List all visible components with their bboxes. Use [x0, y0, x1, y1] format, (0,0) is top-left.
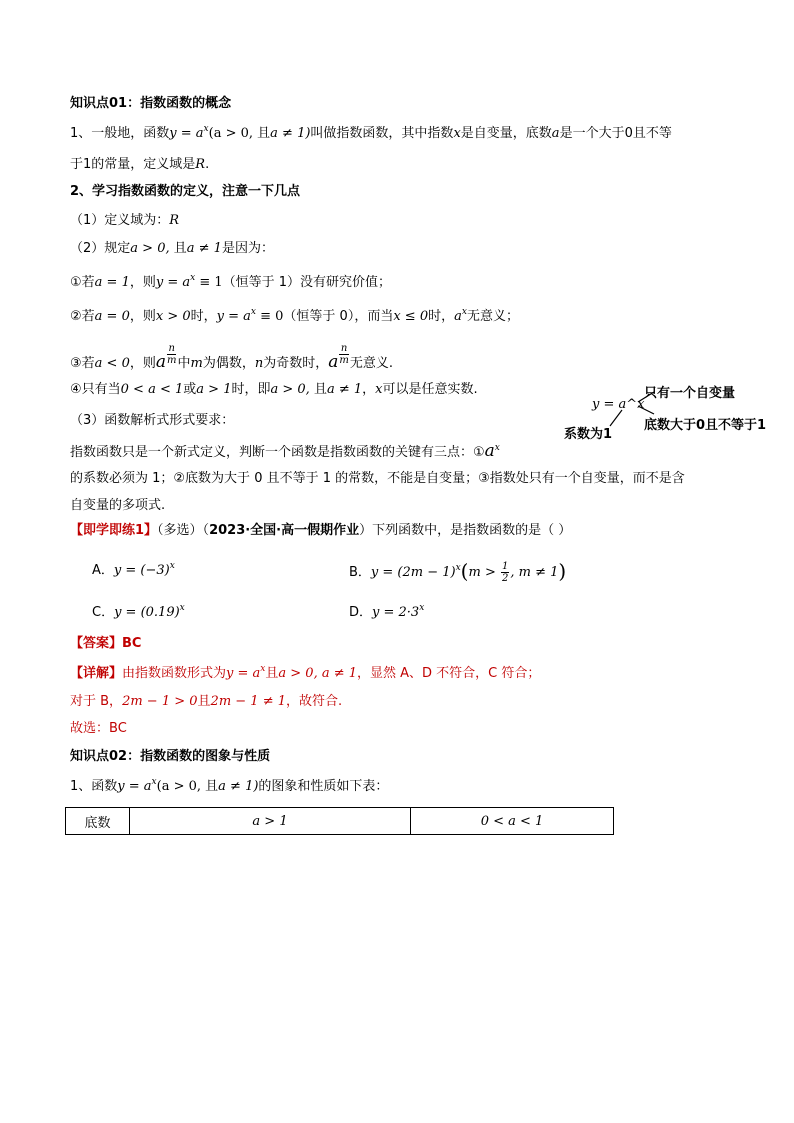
section-heading-concept: 知识点01：指数函数的概念: [70, 96, 232, 111]
case-valid-range: ④只有当0 < a < 1或a > 1时，即a > 0, 且a ≠ 1，x可以是任意实数.: [70, 382, 478, 397]
item-base-rule: （2）规定a > 0, 且a ≠ 1是因为：: [70, 241, 274, 256]
detail-line-1: 【详解】由指数函数形式为$y = a^x$且a > 0, a ≠ 1，显然 A、D 不符合，C 符合；: [70, 664, 541, 681]
key-points-line-2: 的系数必须为 1；②底数为大于 0 且不等于 1 的常数，不能是自变量；③指数处只有一个自变量，而不是含: [70, 471, 685, 486]
case-a-equals-1: ①若a = 1，则$y = a^x \equiv 1$（恒等于 1）没有研究价值；: [70, 273, 392, 290]
option-a: A．$y = (-3)^x$: [92, 561, 175, 578]
diagram-label-single-variable: 只有一个自变量: [644, 386, 736, 401]
key-points-line-1: 指数函数只是一个新式定义，判断一个函数是指数函数的关键有三点：$①a^x$: [70, 441, 500, 461]
option-b: B．$y = (2m - 1)^x(m$ > $\frac{1}{2}$ , m ≠ 1): [349, 559, 567, 584]
definition-line-1: 1、一般地，函数$y = a^x(a > 0$, 且a ≠ 1)叫做指数函数，其中指数x是自变量，底数a是一个大于0且不等: [70, 124, 672, 141]
detail-line-2: 对于 B，2m − 1 > 0且2m − 1 ≠ 1，故符合.: [70, 694, 343, 709]
table-header-a-gt-1: a > 1: [130, 808, 411, 835]
exercise-tag: 【即学即练1】: [70, 523, 158, 538]
conclusion-line: 故选：BC: [70, 721, 127, 736]
form-diagram: [560, 380, 790, 440]
item-domain: （1）定义域为：R: [70, 213, 180, 228]
subheading-notes: 2、学习指数函数的定义，注意一下几点: [70, 184, 301, 199]
section-heading-graph-properties: 知识点02：指数函数的图象与性质: [70, 749, 271, 764]
case-a-equals-0: ②若a = 0，则x > 0时，$y = a^x \equiv 0$（恒等于 0），而当x ≤ 0时，$a^x$无意义；: [70, 307, 519, 324]
option-d: D．$y = 2\cdot 3^x$: [349, 603, 425, 620]
diagram-label-coefficient: 系数为1: [564, 427, 613, 442]
answer-line: 【答案】BC: [70, 636, 142, 651]
properties-table: [65, 807, 614, 835]
table-header-base: 底数: [66, 808, 130, 835]
table-header-a-between-0-1: 0 < a < 1: [411, 808, 614, 835]
diagram-label-base-condition: 底数大于0且不等于1: [644, 418, 767, 433]
diagram-formula: y = a^x: [592, 397, 645, 412]
case-a-negative: ③若a < 0，则a $^{\frac{n}{m}}$ 中m为偶数，n为奇数时，a $^{\frac{n}{m}}$ 无意义.: [70, 343, 393, 372]
exercise-question: 【即学即练1】（多选）（2023·全国·高一假期作业）下列函数中，是指数函数的是（ ）: [70, 523, 572, 538]
graph-intro-line: 1、函数$y = a^x(a > 0$, 且a ≠ 1)的图象和性质如下表：: [70, 777, 389, 794]
definition-line-2: 于1的常量，定义域是R.: [70, 157, 210, 172]
key-points-line-3: 自变量的多项式.: [70, 498, 166, 513]
option-c: C．$y = (0.19)^x$: [92, 603, 185, 620]
table-row: [66, 808, 614, 835]
item-form-requirements: （3）函数解析式形式要求：: [70, 413, 235, 428]
